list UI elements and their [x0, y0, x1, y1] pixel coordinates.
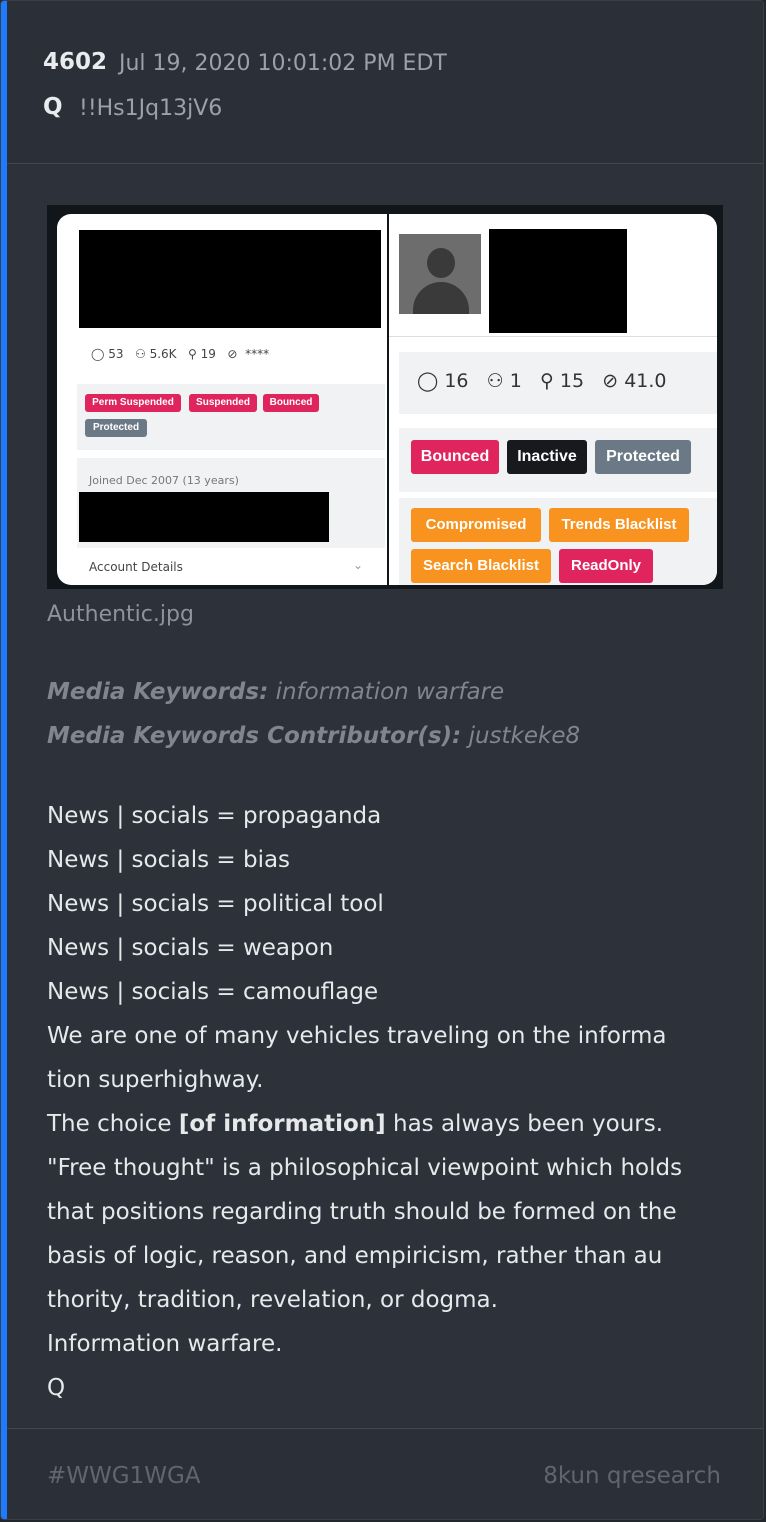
- body-line: that positions regarding truth should be formed on the: [47, 1199, 677, 1225]
- attached-image[interactable]: [47, 205, 723, 589]
- media-contributor: [47, 723, 580, 749]
- blocked-icon: ⊘: [602, 370, 619, 392]
- tag-suspended: Suspended: [189, 394, 257, 412]
- following-icon: ⚲: [539, 370, 554, 392]
- tag-protected: Protected: [595, 440, 691, 474]
- chevron-down-icon: ⌄: [353, 558, 364, 572]
- followers-icon: ⚇: [486, 370, 504, 392]
- right-stat-score: 41.0: [624, 370, 667, 392]
- left-stat-followers: 5.6K: [149, 347, 177, 361]
- post-author: Q: [43, 94, 63, 120]
- media-contributor-value: justkeke8: [468, 723, 581, 749]
- post-number[interactable]: 4602: [43, 49, 108, 75]
- media-contributor-label: Media Keywords Contributor(s):: [47, 723, 462, 749]
- reply-icon: ◯: [417, 370, 439, 392]
- body-line: "Free thought" is a philosophical viewpoint which holds: [47, 1155, 683, 1181]
- body-line: Information warfare.: [47, 1331, 283, 1357]
- image-right-panel: [389, 214, 717, 585]
- hashtag[interactable]: #WWG1WGA: [47, 1463, 201, 1489]
- post-header: [7, 1, 763, 164]
- accent-bar: [1, 1, 7, 1519]
- joined-date: Joined Dec 2007 (13 years): [89, 474, 239, 487]
- tag-bounced: Bounced: [263, 394, 319, 412]
- media-keywords-label: Media Keywords:: [47, 679, 269, 705]
- right-stat-followers: 1: [509, 370, 522, 392]
- choice-before: The choice: [47, 1111, 179, 1137]
- left-stat-replies: 53: [108, 347, 124, 361]
- account-details-label: Account Details: [89, 560, 183, 574]
- source-label[interactable]: 8kun qresearch: [543, 1463, 721, 1489]
- tag-compromised: Compromised: [411, 508, 541, 542]
- post-tripcode: !!Hs1Jq13jV6: [79, 96, 223, 121]
- redaction-block: [489, 229, 627, 333]
- post-footer: [7, 1428, 763, 1520]
- body-line: News | socials = bias: [47, 847, 291, 873]
- post-date: Jul 19, 2020 10:01:02 PM EDT: [119, 51, 447, 76]
- image-filename[interactable]: Authentic.jpg: [47, 602, 194, 627]
- body-line: basis of logic, reason, and empiricism, rather than au: [47, 1243, 663, 1269]
- redaction-block: [79, 492, 329, 542]
- right-stat-replies: 16: [444, 370, 469, 392]
- body-line: thority, tradition, revelation, or dogma.: [47, 1287, 498, 1313]
- left-stat-hidden: ****: [245, 347, 270, 361]
- body-line: tion superhighway.: [47, 1067, 264, 1093]
- body-line: We are one of many vehicles traveling on the informa: [47, 1023, 667, 1049]
- blocked-icon: ⊘: [227, 347, 238, 361]
- body-line: News | socials = political tool: [47, 891, 384, 917]
- body-line: [47, 1102, 737, 1146]
- tag-perm-suspended: Perm Suspended: [85, 394, 181, 412]
- post-body: [47, 794, 737, 1410]
- tag-search-blacklist: Search Blacklist: [411, 549, 551, 583]
- followers-icon: ⚇: [135, 347, 146, 361]
- tag-inactive: Inactive: [507, 440, 587, 474]
- redaction-block: [79, 230, 381, 328]
- tag-protected: Protected: [85, 419, 147, 437]
- tag-readonly: ReadOnly: [559, 549, 653, 583]
- left-stat-following: 19: [200, 347, 216, 361]
- choice-bold: [of information]: [178, 1111, 386, 1137]
- tag-trends-blacklist: Trends Blacklist: [549, 508, 689, 542]
- media-keywords: [47, 679, 504, 705]
- following-icon: ⚲: [188, 347, 197, 361]
- avatar-head: [427, 248, 455, 278]
- avatar: [399, 234, 481, 314]
- right-stat-following: 15: [559, 370, 585, 392]
- body-line: News | socials = propaganda: [47, 803, 382, 829]
- body-line: News | socials = camouflage: [47, 979, 379, 1005]
- image-left-panel: [57, 214, 387, 585]
- tag-bounced: Bounced: [411, 440, 499, 474]
- body-line: News | socials = weapon: [47, 935, 334, 961]
- body-line: Q: [47, 1375, 66, 1401]
- avatar-body: [413, 282, 469, 314]
- media-keywords-value: information warfare: [275, 679, 505, 705]
- reply-icon: ◯: [91, 347, 105, 361]
- choice-after: has always been yours.: [385, 1111, 664, 1137]
